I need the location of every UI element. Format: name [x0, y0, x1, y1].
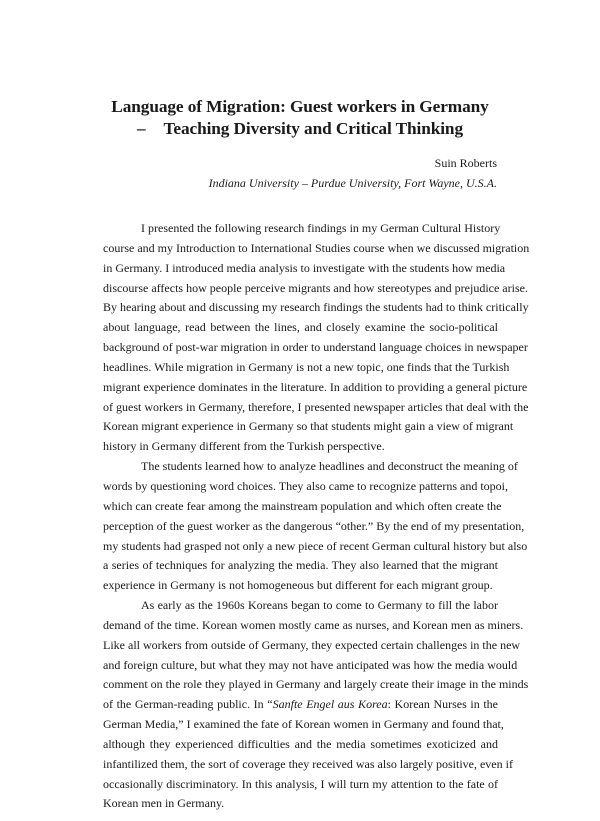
text-line: my students had grasped not only a new piece of recent German cultural history but also — [103, 538, 528, 553]
title-dash: – — [137, 118, 146, 138]
text-line: experience in Germany is not homogeneous but different for each migrant group. — [103, 578, 493, 593]
text-line: Korean men in Germany. — [103, 796, 225, 811]
paragraph-1 — [103, 219, 530, 457]
text-line: although they experienced difficulties and the media sometimes exoticized and — [103, 736, 498, 751]
author-block — [209, 153, 497, 193]
paragraph-3 — [103, 596, 529, 814]
text-line: course and my Introduction to International Studies course when we discussed migration — [103, 240, 530, 255]
text-line: background of post-war migration in order to understand language choices in newspaper — [103, 340, 528, 355]
text-line: occasionally discriminatory. In this analysis, I will turn my attention to the fate of — [103, 776, 498, 791]
text-line: comment on the role they played in Germany and largely create their image in the minds — [103, 677, 529, 692]
text-line: which can create fear among the mainstream population and which often create the — [103, 498, 502, 513]
text-line: of guest workers in Germany, therefore, I presented newspaper articles that deal with the — [103, 399, 529, 414]
text-line: headlines. While migration in Germany is not a new topic, one finds that the Turkish — [103, 359, 510, 374]
text-line: Like all workers from outside of Germany, they expected certain challenges in the new — [103, 637, 521, 652]
text-line: a series of techniques for analyzing the media. They also learned that the migrant — [103, 558, 498, 573]
text-line: history in Germany different from the Turkish perspective. — [103, 439, 385, 454]
text-line: about language, read between the lines, and closely examine the socio-political — [103, 320, 498, 335]
text-fragment: of the German-reading public. In “ — [103, 697, 273, 712]
text-line: German Media,” I examined the fate of Korean women in Germany and found that, — [103, 717, 504, 732]
title-line-2-text: Teaching Diversity and Critical Thinking — [163, 118, 463, 138]
text-line: perception of the guest worker as the dangerous “other.” By the end of my presentation, — [103, 518, 525, 533]
author-affiliation: Indiana University – Purdue University, Fort Wayne, U.S.A. — [208, 176, 497, 190]
text-line: I presented the following research findings in my German Cultural History — [141, 221, 501, 235]
text-line: demand of the time. Korean women mostly came as nurses, and Korean men as miners. — [103, 617, 524, 632]
text-fragment: : Korean Nurses in the — [387, 697, 498, 712]
text-line: As early as the 1960s Koreans began to come to Germany to fill the labor — [141, 598, 498, 613]
author-name: Suin Roberts — [434, 156, 497, 170]
paragraph-2 — [103, 457, 528, 596]
text-line: Korean migrant experience in Germany so that students might gain a view of migrant — [103, 419, 514, 434]
text-line: migrant experience dominates in the literature. In addition to providing a general picture — [103, 379, 528, 394]
paper-title — [0, 96, 600, 139]
title-line-2 — [0, 118, 600, 140]
text-line: and foreign culture, but what they may not have anticipated was how the media would — [103, 657, 518, 672]
text-line: infantilized them, the sort of coverage they received was also largely positive, even if — [103, 756, 513, 771]
italic-title: Sanfte Engel aus Korea — [272, 697, 388, 712]
text-line: By hearing about and discussing my research findings the students had to think critically — [103, 300, 529, 315]
text-line: The students learned how to analyze headlines and deconstruct the meaning of — [141, 459, 518, 474]
text-line-mixed — [103, 695, 498, 715]
text-line: words by questioning word choices. They also came to recognize patterns and topoi, — [103, 478, 509, 493]
body-text — [103, 219, 530, 814]
text-line: discourse affects how people perceive migrants and how stereotypes and prejudice arise. — [103, 280, 528, 295]
title-line-1: Language of Migration: Guest workers in Germany — [111, 97, 489, 116]
text-line: in Germany. I introduced media analysis to investigate with the students how media — [103, 260, 506, 275]
